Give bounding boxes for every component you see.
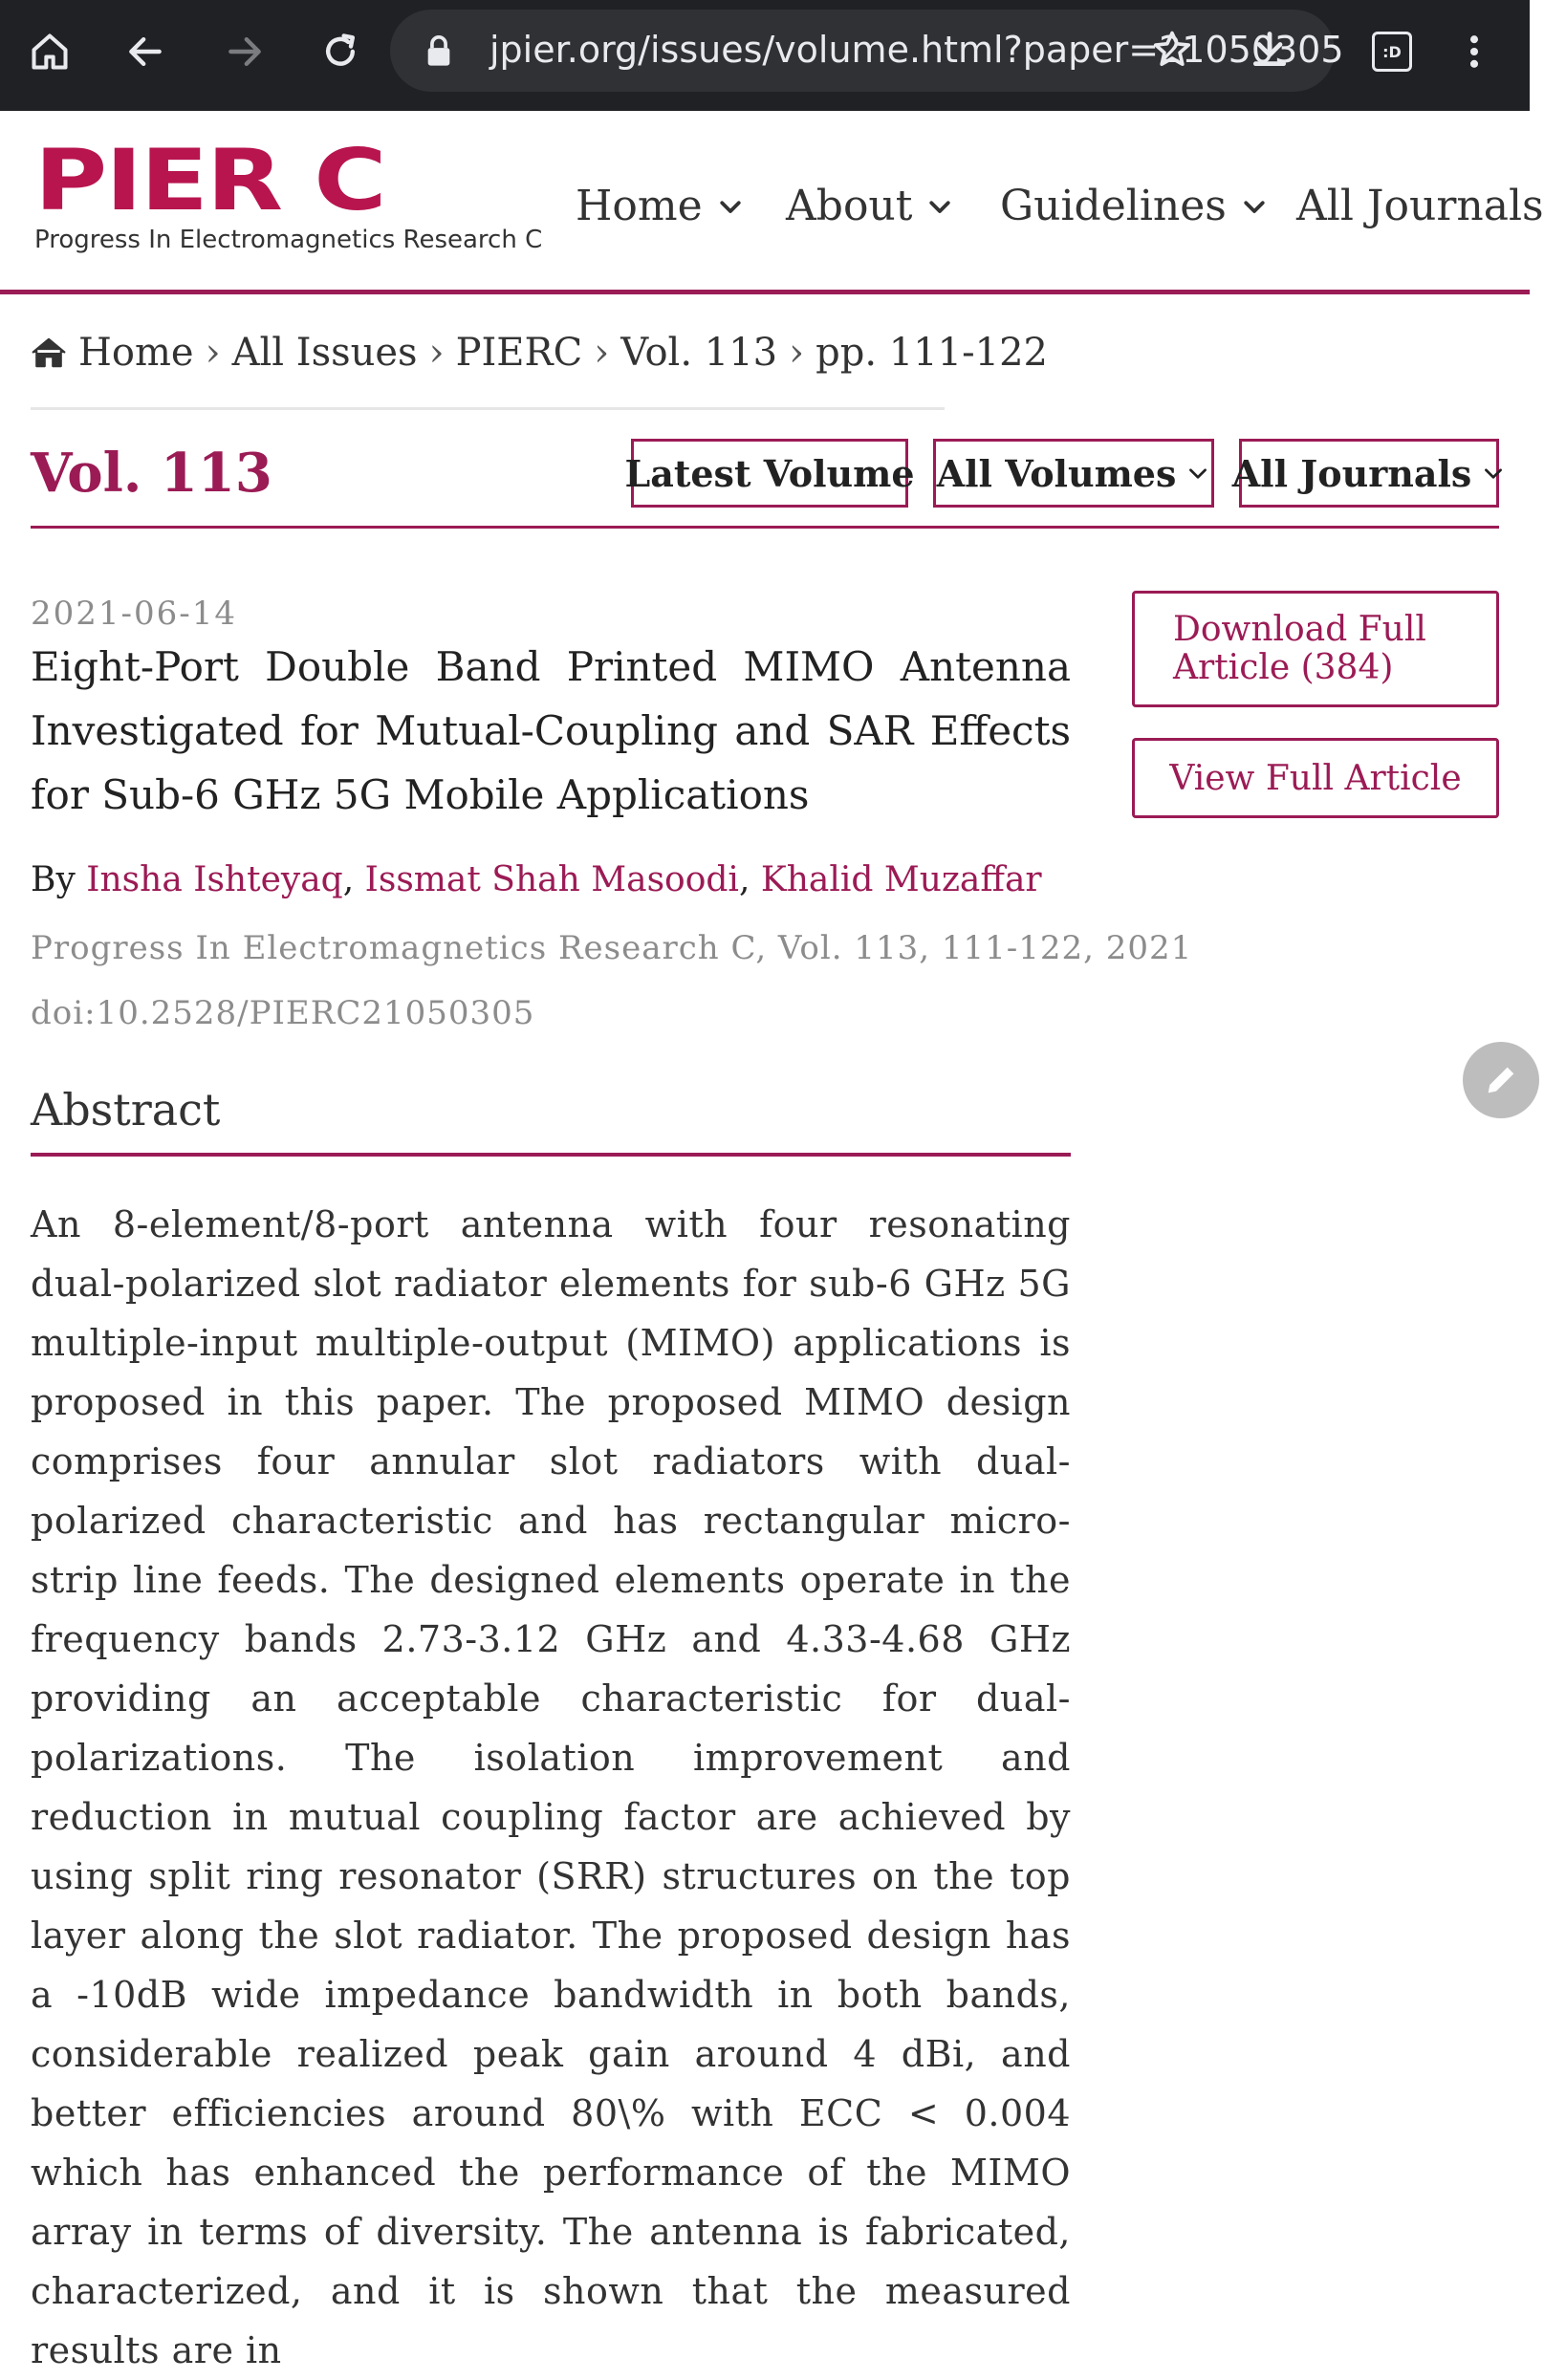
breadcrumb-volume[interactable]: Vol. 113 [620, 331, 778, 375]
article-title: Eight-Port Double Band Printed MIMO Antenna Investigated for Mutual-Coupling and SAR Effects for Sub-6 GHz 5G Mobile Applications [31, 643, 1071, 818]
volume-rule [31, 526, 1499, 529]
all-journals-button[interactable] [1231, 439, 1499, 508]
site-logo[interactable]: PIER C [34, 130, 385, 230]
author-link[interactable]: Issmat Shah Masoodi [364, 860, 739, 899]
chevron-down-icon [1481, 461, 1506, 486]
volume-title: Vol. 113 [31, 442, 272, 505]
breadcrumb-all-issues[interactable]: All Issues [231, 331, 418, 375]
chevron-down-icon [1185, 461, 1210, 486]
reload-icon[interactable] [314, 25, 367, 78]
latest-volume-button[interactable] [624, 439, 915, 508]
breadcrumb-rule [31, 407, 945, 410]
back-icon[interactable] [119, 25, 172, 78]
nav-home-label: Home [576, 182, 703, 230]
home-icon[interactable] [31, 336, 67, 369]
abstract-heading: Abstract [31, 1084, 221, 1136]
view-full-article-label: View Full Article [1169, 758, 1462, 798]
chevron-down-icon [716, 192, 745, 221]
forward-icon[interactable] [218, 25, 272, 78]
journal-citation: Progress In Electromagnetics Research C, Vol. 113, 111-122, 2021 [31, 929, 1193, 967]
latest-volume-label: Latest Volume [624, 451, 915, 495]
breadcrumb-home[interactable]: Home [78, 331, 194, 375]
breadcrumb-separator: › [205, 331, 221, 375]
nav-about[interactable] [786, 182, 954, 230]
tabs-icon[interactable]: :D [1365, 25, 1419, 78]
chevron-down-icon [925, 192, 954, 221]
abstract-text: An 8-element/8-port antenna with four resonating dual-polarized slot radiator elements for sub-6 GHz 5G multiple-input multiple-output (MIMO) applications is proposed in this paper. The proposed MIMO design comprises four annular slot radiators with dual-polarized characteristic and has rectangular micro-strip line feeds. The designed elements operate in the frequency bands 2.73-3.12 GHz and 4.33-4.68 GHz providing an acceptable characteristic for dual-polarizations. The isolation improvement and reduction in mutual coupling factor are achieved by using split ring resonator (SRR) structures on the top layer along the slot radiator. The proposed design has a -10dB wide impedance bandwidth in both bands, considerable realized peak gain around 4 dBi, and better efficiencies around 80\% with ECC < 0.004 which has enhanced the performance of the MIMO array in terms of diversity. The antenna is fabricated, characterized, and it is shown that the measured results are in [31, 1203, 1071, 2371]
doi[interactable]: doi:10.2528/PIERC21050305 [31, 994, 535, 1032]
url-text[interactable]: jpier.org/issues/volume.html?paper=21050305 [489, 29, 1344, 71]
breadcrumb-pierc[interactable]: PIERC [455, 331, 583, 375]
nav-about-label: About [786, 182, 913, 230]
nav-home[interactable] [576, 182, 745, 230]
header-rule [0, 290, 1530, 294]
star-icon[interactable] [1151, 29, 1193, 75]
view-full-article-button[interactable] [1132, 738, 1499, 818]
author-link[interactable]: Insha Ishteyaq [86, 860, 343, 899]
edit-button[interactable] [1463, 1042, 1539, 1118]
download-full-article-button[interactable]: Download Full Article (384) [1132, 591, 1499, 707]
nav-guidelines-label: Guidelines [1000, 182, 1227, 230]
logo-subtitle: Progress In Electromagnetics Research C [34, 226, 543, 254]
nav-guidelines[interactable] [1000, 182, 1269, 230]
breadcrumb-separator: › [789, 331, 805, 375]
breadcrumb [31, 331, 1048, 375]
pencil-icon [1482, 1061, 1520, 1099]
all-volumes-button[interactable] [933, 439, 1214, 508]
all-journals-label: All Journals [1231, 451, 1472, 495]
abstract-rule [31, 1153, 1071, 1157]
nav-all-journals-label: All Journals [1296, 182, 1544, 230]
breadcrumb-separator: › [594, 331, 610, 375]
article-date: 2021-06-14 [31, 595, 238, 633]
address-bar[interactable] [390, 10, 1344, 92]
nav-all-journals[interactable] [1296, 182, 1544, 230]
lock-icon [424, 34, 453, 71]
all-volumes-label: All Volumes [936, 451, 1177, 495]
article-authors: By Insha Ishteyaq, Issmat Shah Masoodi, Khalid Muzaffar [31, 860, 1042, 899]
breadcrumb-separator: › [428, 331, 445, 375]
menu-icon[interactable] [1447, 25, 1501, 78]
site-header [0, 111, 1544, 294]
chevron-down-icon [1240, 192, 1269, 221]
browser-toolbar [0, 0, 1530, 111]
download-icon[interactable] [1249, 29, 1291, 75]
home-icon[interactable] [23, 25, 76, 78]
author-link[interactable]: Khalid Muzaffar [760, 860, 1042, 899]
breadcrumb-pages: pp. 111-122 [815, 331, 1048, 375]
by-label: By [31, 860, 76, 899]
